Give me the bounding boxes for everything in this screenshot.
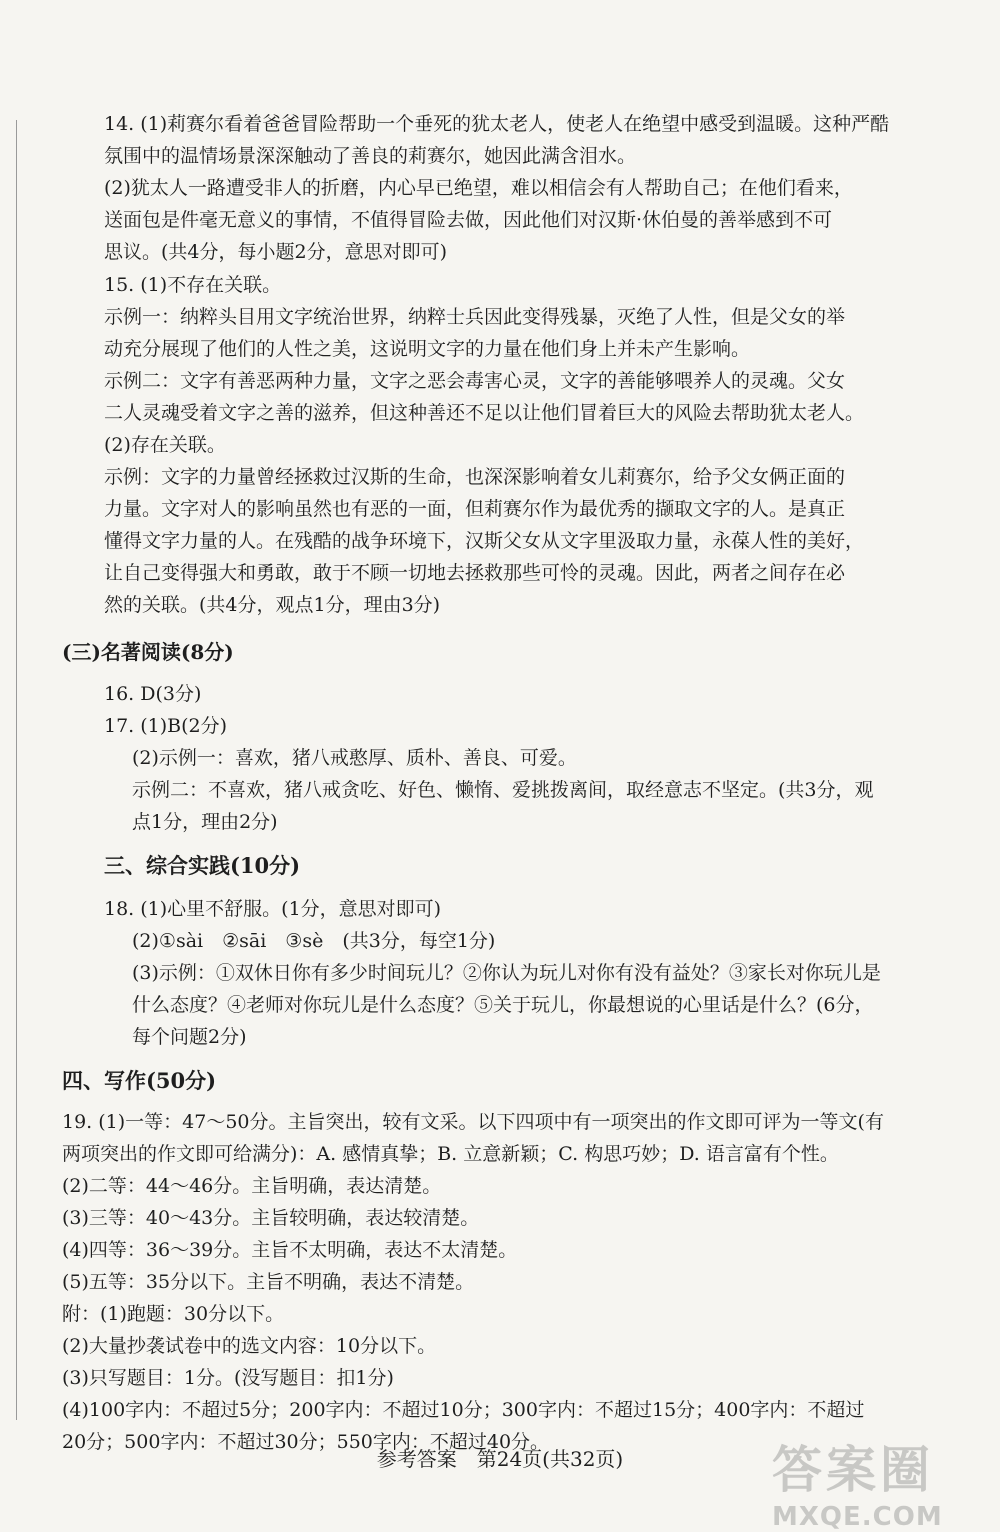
q18-line-3: (3)示例：①双休日你有多少时间玩儿？②你认为玩儿对你有没有益处？③家长对你玩儿是 bbox=[132, 962, 881, 984]
q19-line-3: (2)二等：44～46分。主旨明确，表达清楚。 bbox=[62, 1175, 442, 1197]
q15-line-10: 让自己变得强大和勇敢，敢于不顾一切地去拯救那些可怜的灵魂。因此，两者之间存在必 bbox=[104, 562, 846, 584]
q17-line-4: 点1分，理由2分) bbox=[132, 811, 278, 833]
q19-line-5: (4)四等：36～39分。主旨不太明确，表达不太清楚。 bbox=[62, 1239, 518, 1261]
q17-line-2: (2)示例一：喜欢，猪八戒憨厚、质朴、善良、可爱。 bbox=[132, 747, 577, 769]
q15-line-8: 力量。文字对人的影响虽然也有恶的一面，但莉赛尔作为最优秀的撷取文字的人。是真正 bbox=[104, 498, 846, 520]
q19-line-2: 两项突出的作文即可给满分)：A. 感情真挚；B. 立意新颖；C. 构思巧妙；D. 语言富有个性。 bbox=[62, 1143, 839, 1165]
page-footer: 参考答案 第24页(共32页) bbox=[376, 1447, 624, 1471]
q19-line-11: 20分；500字内：不超过30分；550字内：不超过40分。 bbox=[62, 1431, 550, 1453]
q19-line-10: (4)100字内：不超过5分；200字内：不超过10分；300字内：不超过15分；400字内：不超过 bbox=[62, 1399, 865, 1421]
q15-line-1: 15. (1)不存在关联。 bbox=[104, 274, 282, 296]
q14-line-5: 思议。(共4分，每小题2分，意思对即可) bbox=[104, 241, 448, 263]
q15-line-9: 懂得文字力量的人。在残酷的战争环境下，汉斯父女从文字里汲取力量，永葆人性的美好， bbox=[104, 530, 865, 552]
q14-line-1: 14. (1)莉赛尔看着爸爸冒险帮助一个垂死的犹太老人，使老人在绝望中感受到温暖。这种严酷 bbox=[104, 113, 890, 135]
q19-line-9: (3)只写题目：1分。(没写题目：扣1分) bbox=[62, 1367, 394, 1389]
q17-line-1: 17. (1)B(2分) bbox=[104, 715, 228, 737]
q14-line-3: (2)犹太人一路遭受非人的折磨，内心早已绝望，难以相信会有人帮助自己；在他们看来， bbox=[104, 177, 853, 199]
q14-line-4: 送面包是件毫无意义的事情，不值得冒险去做，因此他们对汉斯·休伯曼的善举感到不可 bbox=[104, 209, 833, 231]
q14-line-2: 氛围中的温情场景深深触动了善良的莉赛尔，她因此满含泪水。 bbox=[104, 145, 637, 167]
q15-line-11: 然的关联。(共4分，观点1分，理由3分) bbox=[104, 594, 441, 616]
q19-line-7: 附：(1)跑题：30分以下。 bbox=[62, 1303, 285, 1325]
q15-line-6: (2)存在关联。 bbox=[104, 434, 226, 456]
q15-line-7: 示例：文字的力量曾经拯救过汉斯的生命，也深深影响着女儿莉赛尔，给予父女俩正面的 bbox=[104, 466, 846, 488]
q18-line-4: 什么态度？④老师对你玩儿是什么态度？⑤关于玩儿，你最想说的心里话是什么？(6分， bbox=[132, 994, 874, 1016]
watermark-logo bbox=[772, 1430, 992, 1532]
q19-line-1: 19. (1)一等：47～50分。主旨突出，较有文采。以下四项中有一项突出的作文即可评为一等文(有 bbox=[62, 1111, 884, 1133]
q18-line-2: (2)①sài ②sāi ③sè (共3分，每空1分) bbox=[132, 930, 496, 952]
q15-line-5: 二人灵魂受着文字之善的滋养，但这种善还不足以让他们冒着巨大的风险去帮助犹太老人。 bbox=[104, 402, 865, 424]
section-heading-classics: (三)名著阅读(8分) bbox=[62, 640, 234, 664]
page-edge-line bbox=[16, 120, 17, 1420]
watermark-url: MXQE.COM bbox=[772, 1502, 943, 1532]
q15-line-4: 示例二：文字有善恶两种力量，文字之恶会毒害心灵，文字的善能够喂养人的灵魂。父女 bbox=[104, 370, 846, 392]
section-heading-writing: 四、写作(50分) bbox=[62, 1068, 217, 1093]
q18-line-1: 18. (1)心里不舒服。(1分，意思对即可) bbox=[104, 898, 442, 920]
q19-line-8: (2)大量抄袭试卷中的选文内容：10分以下。 bbox=[62, 1335, 437, 1357]
q15-line-3: 动充分展现了他们的人性之美，这说明文字的力量在他们身上并未产生影响。 bbox=[104, 338, 751, 360]
watermark-logo-text: 答案圈 bbox=[772, 1441, 934, 1499]
q19-line-4: (3)三等：40～43分。主旨较明确，表达较清楚。 bbox=[62, 1207, 480, 1229]
q15-line-2: 示例一：纳粹头目用文字统治世界，纳粹士兵因此变得残暴，灭绝了人性，但是父女的举 bbox=[104, 306, 846, 328]
q17-line-3: 示例二：不喜欢，猪八戒贪吃、好色、懒惰、爱挑拨离间，取经意志不坚定。(共3分，观 bbox=[132, 779, 874, 801]
section-heading-practice: 三、综合实践(10分) bbox=[104, 853, 301, 878]
q16-line-1: 16. D(3分) bbox=[104, 683, 202, 705]
q19-line-6: (5)五等：35分以下。主旨不明确，表达不清楚。 bbox=[62, 1271, 475, 1293]
q18-line-5: 每个问题2分) bbox=[132, 1026, 247, 1048]
